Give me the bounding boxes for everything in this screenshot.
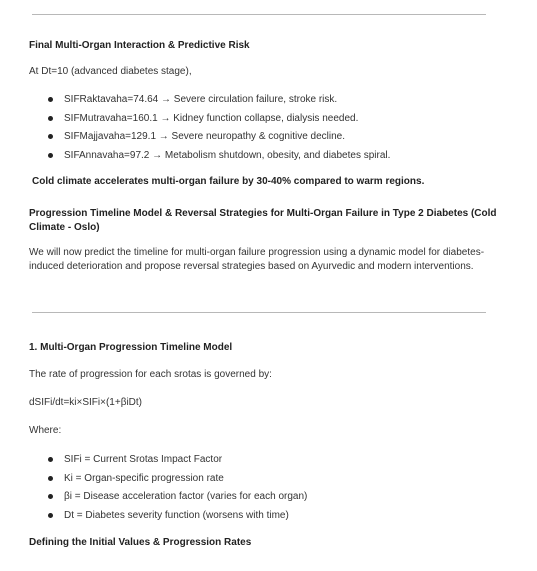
divider-middle	[32, 312, 486, 313]
list-item: SIFi = Current Srotas Impact Factor	[48, 451, 307, 470]
list-item: SIFAnnavaha=97.2 → Metabolism shutdown, obesity, and diabetes spiral.	[48, 147, 390, 166]
risk-conclusion: Cold climate accelerates multi-organ failure by 30-40% compared to warm regions.	[32, 176, 425, 187]
bullet-icon	[48, 116, 53, 121]
progression-formula: dSIFi/dt=ki×SIFi×(1+βiDt)	[29, 397, 143, 408]
bullet-icon	[48, 513, 53, 518]
list-item: Ki = Organ-specific progression rate	[48, 470, 307, 489]
section-heading-timeline: Progression Timeline Model & Reversal Strategies for Multi-Organ Failure in Type 2 Diabetes (Cold Climate - Oslo)	[29, 208, 497, 233]
bullet-icon	[48, 494, 53, 499]
model-intro-text: The rate of progression for each srotas is governed by:	[29, 369, 272, 380]
bullet-icon	[48, 134, 53, 139]
where-label: Where:	[29, 425, 62, 436]
list-item: SIFMajjavaha=129.1 → Severe neuropathy & cognitive decline.	[48, 128, 390, 147]
risk-list	[48, 91, 390, 165]
timeline-intro-text: We will now predict the timeline for multi-organ failure progression using a dynamic model for diabetes-induced deterioration and propose reversal strategies based on Ayurvedic and modern interventions.	[29, 247, 485, 272]
list-item: βi = Disease acceleration factor (varies for each organ)	[48, 488, 307, 507]
section-heading-risk: Final Multi-Organ Interaction & Predictive Risk	[29, 40, 250, 51]
list-item: Dt = Diabetes severity function (worsens with time)	[48, 507, 307, 526]
bullet-icon	[48, 153, 53, 158]
section-heading-model: 1. Multi-Organ Progression Timeline Model	[29, 342, 233, 353]
bullet-icon	[48, 97, 53, 102]
bullet-icon	[48, 476, 53, 481]
list-item: SIFMutravaha=160.1 → Kidney function collapse, dialysis needed.	[48, 110, 390, 129]
variable-definitions-list	[48, 451, 307, 525]
divider-top	[32, 14, 486, 15]
section-heading-initial-values: Defining the Initial Values & Progression Rates	[29, 537, 252, 548]
risk-intro-text: At Dt=10 (advanced diabetes stage),	[29, 66, 192, 77]
bullet-icon	[48, 457, 53, 462]
list-item: SIFRaktavaha=74.64 → Severe circulation failure, stroke risk.	[48, 91, 390, 110]
